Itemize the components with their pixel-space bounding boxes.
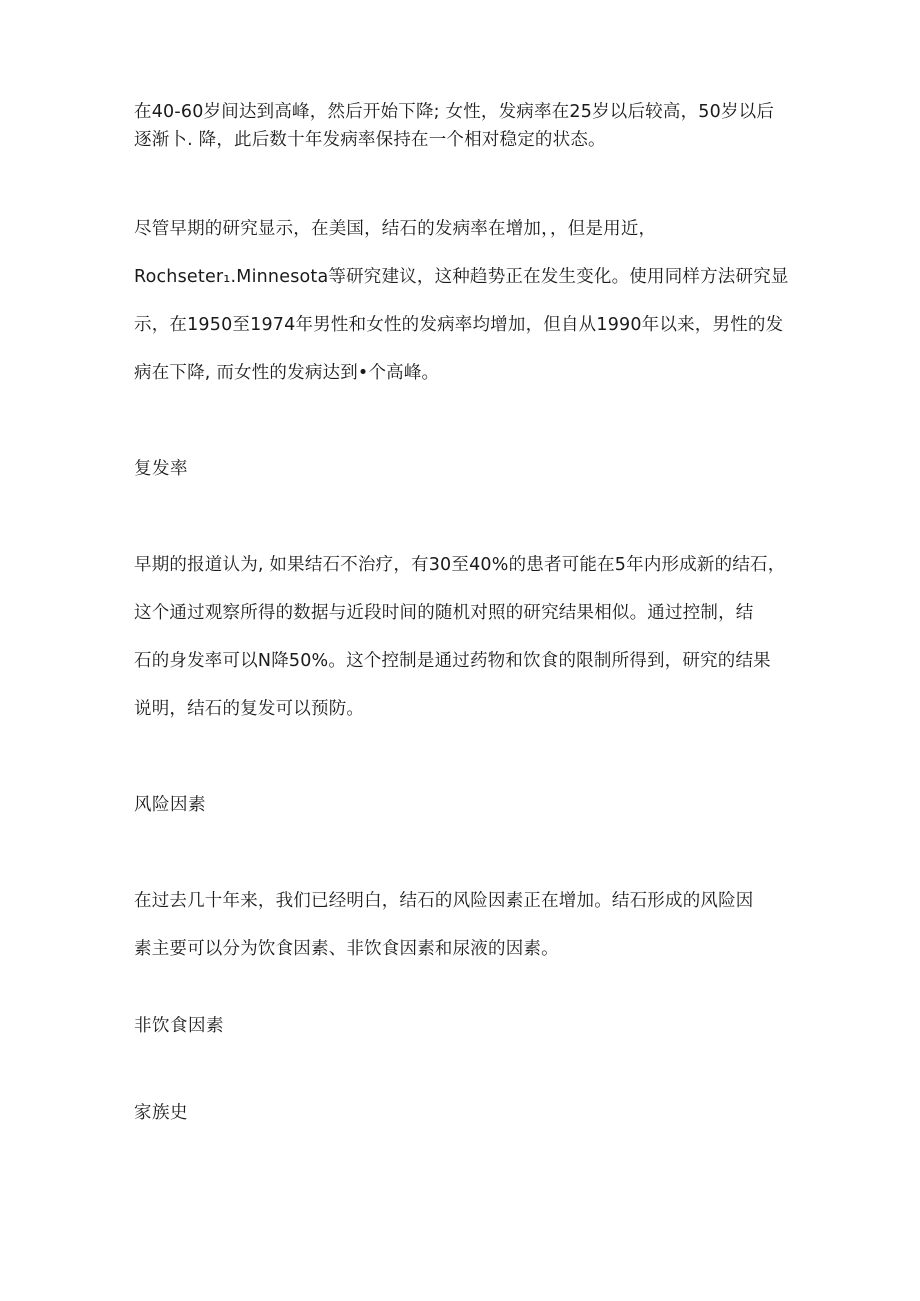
paragraph-line: 石的身发率可以N降50%。这个控制是通过药物和饮食的限制所得到，研究的结果: [134, 651, 771, 671]
paragraph-line: 说明，结石的复发可以预防。: [134, 699, 365, 719]
paragraph-line: 逐渐卜. 降，此后数十年发病率保持在一个相对稳定的状态。: [134, 130, 606, 150]
section-heading-non-diet-factors: 非饮食因素: [134, 1016, 224, 1036]
paragraph-line: 在过去几十年来，我们已经明白，结石的风险因素正在增加。结石形成的风险因: [134, 891, 754, 911]
paragraph-line: 尽管早期的研究显示，在美国，结石的发病率在增加，，但是用近，: [134, 219, 657, 239]
paragraph-line: 素主要可以分为饮食因素、非饮食因素和尿液的因素。: [134, 939, 559, 959]
section-heading-family-history: 家族史: [134, 1103, 188, 1123]
section-heading-risk-factors: 风险因素: [134, 795, 206, 815]
paragraph-line: 示，在1950至1974年男性和女性的发病率均增加，但自从1990年以来，男性的发: [134, 315, 784, 335]
section-heading-recurrence: 复发率: [134, 459, 188, 479]
paragraph-line: 这个通过观察所得的数据与近段时间的随机对照的研究结果相似。通过控制，结: [134, 603, 754, 623]
paragraph-line: Rochseter₁.Minnesota等研究建议，这种趋势正在发生变化。使用同样方法研究显: [134, 267, 789, 287]
paragraph-line: 早期的报道认为, 如果结石不治疗，有30至40%的患者可能在5年内形成新的结石，: [134, 555, 786, 575]
paragraph-line: 在40-60岁间达到高峰，然后开始下降; 女性，发病率在25岁以后较高，50岁以后: [134, 102, 775, 122]
paragraph-line: 病在下降, 而女性的发病达到•个高峰。: [134, 363, 440, 383]
